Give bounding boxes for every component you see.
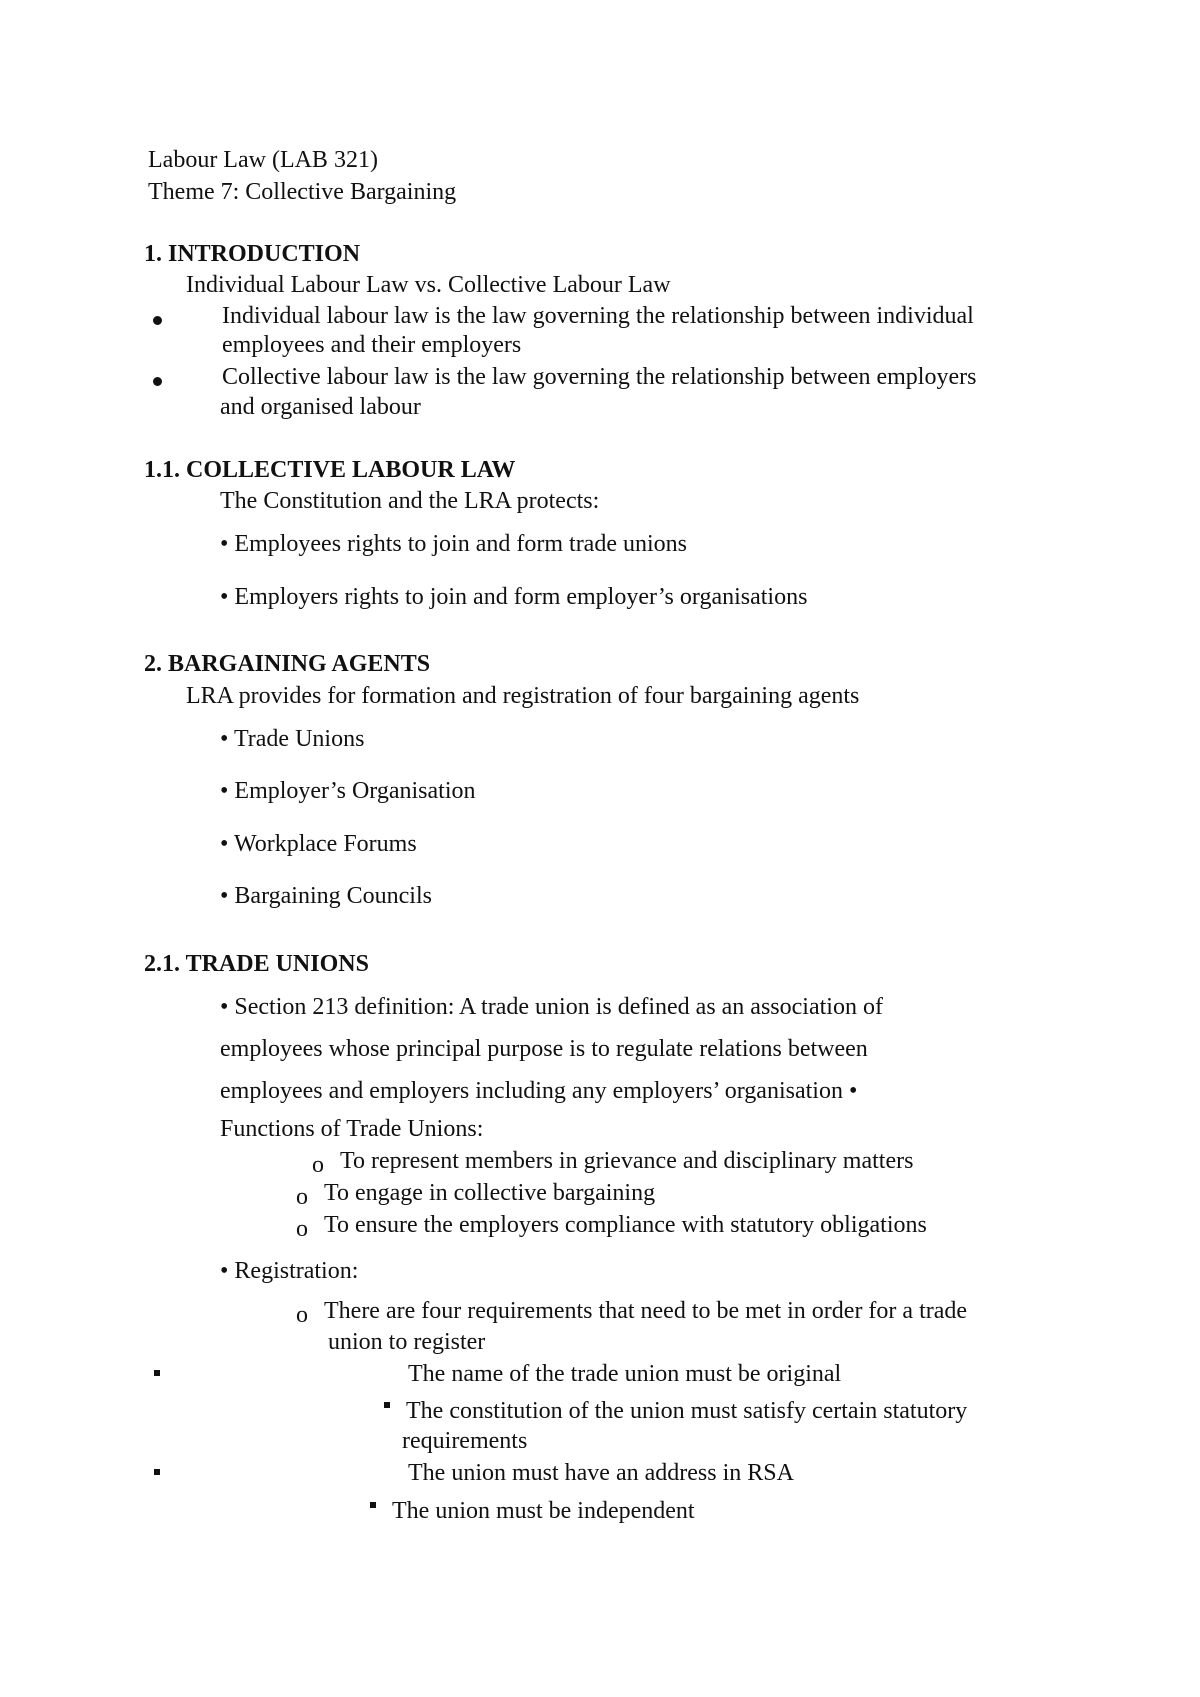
bargaining-agent-item: • Bargaining Councils bbox=[220, 883, 432, 909]
collective-labour-law-heading: 1.1. COLLECTIVE LABOUR LAW bbox=[144, 457, 516, 483]
requirements-intro-line-1: There are four requirements that need to be met in order for a trade bbox=[324, 1298, 968, 1324]
function-item: To represent members in grievance and disciplinary matters bbox=[340, 1148, 914, 1174]
intro-bullet-2-line-2: and organised labour bbox=[220, 394, 421, 420]
function-item: To ensure the employers compliance with statutory obligations bbox=[324, 1212, 927, 1238]
requirement-item: The constitution of the union must satisfy certain statutory bbox=[406, 1398, 968, 1424]
requirement-item: The union must be independent bbox=[392, 1498, 695, 1524]
bargaining-agents-heading: 2. BARGAINING AGENTS bbox=[144, 651, 431, 677]
requirement-item: The name of the trade union must be original bbox=[408, 1361, 842, 1387]
square-bullet-icon bbox=[384, 1402, 390, 1408]
requirement-marker: o bbox=[296, 1302, 308, 1328]
introduction-heading: 1. INTRODUCTION bbox=[144, 241, 361, 267]
bullet-icon bbox=[153, 377, 162, 386]
theme-title: Theme 7: Collective Bargaining bbox=[148, 179, 457, 205]
trade-union-definition-line-1: • Section 213 definition: A trade union is defined as an association of bbox=[220, 994, 883, 1020]
requirement-item: The union must have an address in RSA bbox=[408, 1460, 794, 1486]
bullet-icon bbox=[153, 316, 162, 325]
intro-bullet-2-line-1: Collective labour law is the law governing the relationship between employers bbox=[222, 364, 977, 390]
function-marker: o bbox=[312, 1152, 324, 1178]
bargaining-agent-item: • Employer’s Organisation bbox=[220, 778, 476, 804]
requirements-intro-line-2: union to register bbox=[328, 1329, 486, 1355]
trade-union-definition-line-2: employees whose principal purpose is to regulate relations between bbox=[220, 1036, 868, 1062]
intro-bullet-1-line-1: Individual labour law is the law governing the relationship between individual bbox=[222, 303, 974, 329]
collective-item-1: • Employees rights to join and form trade unions bbox=[220, 531, 687, 557]
collective-labour-law-intro: The Constitution and the LRA protects: bbox=[220, 488, 600, 514]
registration-label: • Registration: bbox=[220, 1258, 359, 1284]
collective-item-2: • Employers rights to join and form employer’s organisations bbox=[220, 584, 808, 610]
square-bullet-icon bbox=[154, 1370, 160, 1376]
trade-union-definition-line-3: employees and employers including any employers’ organisation • bbox=[220, 1078, 858, 1104]
bargaining-agents-intro: LRA provides for formation and registration of four bargaining agents bbox=[186, 683, 860, 709]
requirement-item-continued: requirements bbox=[402, 1428, 528, 1454]
course-title: Labour Law (LAB 321) bbox=[148, 147, 378, 173]
bargaining-agent-item: • Trade Unions bbox=[220, 726, 365, 752]
square-bullet-icon bbox=[370, 1502, 376, 1508]
introduction-subheading: Individual Labour Law vs. Collective Labour Law bbox=[186, 272, 671, 298]
function-item: To engage in collective bargaining bbox=[324, 1180, 656, 1206]
bargaining-agent-item: • Workplace Forums bbox=[220, 831, 417, 857]
function-marker: o bbox=[296, 1184, 308, 1210]
function-marker: o bbox=[296, 1216, 308, 1242]
trade-unions-heading: 2.1. TRADE UNIONS bbox=[144, 951, 369, 977]
square-bullet-icon bbox=[154, 1469, 160, 1475]
functions-label: Functions of Trade Unions: bbox=[220, 1116, 484, 1142]
intro-bullet-1-line-2: employees and their employers bbox=[222, 332, 522, 358]
